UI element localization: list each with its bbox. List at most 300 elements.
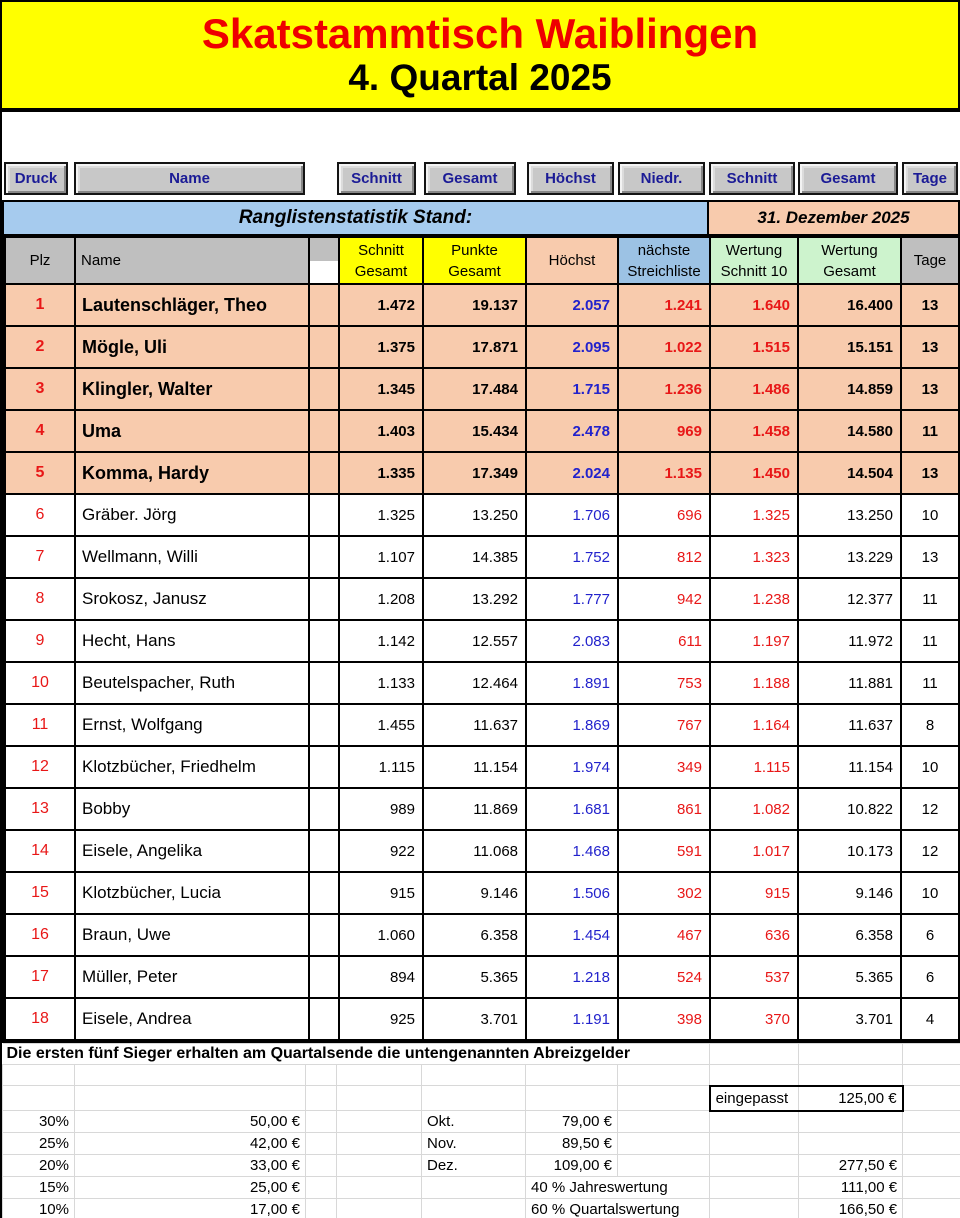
prize-percent: 10%: [3, 1199, 75, 1218]
column-header-plz: Plz: [5, 237, 75, 284]
total-amount: 111,00 €: [799, 1177, 903, 1199]
cell-wges: 15.151: [798, 326, 901, 368]
cell-streich: 1.236: [618, 368, 710, 410]
eingepasst-value: 125,00 €: [799, 1086, 903, 1111]
toolbar-button-2-schnitt[interactable]: Schnitt: [337, 162, 416, 195]
ranking-header-row: [5, 237, 959, 284]
spacer-header-cell: [310, 238, 338, 283]
ranking-table: [4, 236, 960, 1041]
footer-cell: [710, 1177, 799, 1199]
cell-punkte: 13.292: [423, 578, 526, 620]
prize-percent: 25%: [3, 1133, 75, 1155]
cell-wges: 9.146: [798, 872, 901, 914]
total-amount: [799, 1111, 903, 1133]
cell-schnitt: 1.107: [339, 536, 423, 578]
total-amount: [799, 1133, 903, 1155]
footer-note: Die ersten fünf Sieger erhalten am Quartalsende die untengenannten Abreizgelder: [3, 1044, 710, 1065]
cell-streich: 591: [618, 830, 710, 872]
cell-w10: 1.458: [710, 410, 798, 452]
cell-plz: 11: [5, 704, 75, 746]
column-header-spacer: [309, 237, 339, 284]
cell-tage: 11: [901, 620, 959, 662]
cell-streich: 753: [618, 662, 710, 704]
table-row: [5, 914, 959, 956]
column-header-punkte: Punkte Gesamt: [423, 237, 526, 284]
cell-punkte: 5.365: [423, 956, 526, 998]
toolbar-button-6-schnitt[interactable]: Schnitt: [709, 162, 795, 195]
footer-cell: [618, 1065, 710, 1086]
footer-cell: [710, 1044, 799, 1065]
toolbar-button-7-gesamt[interactable]: Gesamt: [798, 162, 898, 195]
cell-w10: 1.515: [710, 326, 798, 368]
month-amount: 79,00 €: [526, 1111, 618, 1133]
cell-schnitt: 1.472: [339, 284, 423, 326]
table-row: [5, 494, 959, 536]
footer-cell: [306, 1133, 337, 1155]
cell-schnitt: 922: [339, 830, 423, 872]
cell-w10: 370: [710, 998, 798, 1040]
cell-wges: 13.250: [798, 494, 901, 536]
total-amount: 166,50 €: [799, 1199, 903, 1218]
cell-w10: 1.082: [710, 788, 798, 830]
cell-name: Ernst, Wolfgang: [75, 704, 309, 746]
cell-streich: 1.241: [618, 284, 710, 326]
cell-spacer: [309, 830, 339, 872]
footer-cell: [903, 1065, 960, 1086]
table-row: [5, 410, 959, 452]
cell-hoechst: 1.468: [526, 830, 618, 872]
cell-wges: 14.580: [798, 410, 901, 452]
cell-spacer: [309, 914, 339, 956]
footer-cell: [337, 1177, 422, 1199]
cell-name: Klingler, Walter: [75, 368, 309, 410]
cell-streich: 861: [618, 788, 710, 830]
cell-w10: 1.450: [710, 452, 798, 494]
cell-w10: 1.323: [710, 536, 798, 578]
cell-plz: 1: [5, 284, 75, 326]
footer-cell: [422, 1177, 526, 1199]
cell-plz: 5: [5, 452, 75, 494]
cell-punkte: 17.484: [423, 368, 526, 410]
cell-wges: 12.377: [798, 578, 901, 620]
cell-wges: 14.859: [798, 368, 901, 410]
cell-spacer: [309, 284, 339, 326]
toolbar-button-1-name[interactable]: Name: [74, 162, 305, 195]
cell-hoechst: 1.218: [526, 956, 618, 998]
title-banner: [2, 0, 960, 112]
cell-name: Klotzbücher, Friedhelm: [75, 746, 309, 788]
cell-tage: 12: [901, 830, 959, 872]
cell-name: Beutelspacher, Ruth: [75, 662, 309, 704]
cell-punkte: 9.146: [423, 872, 526, 914]
footer-cell: [618, 1111, 710, 1133]
table-row: [5, 746, 959, 788]
footer-cell: [903, 1155, 960, 1177]
cell-schnitt: 1.335: [339, 452, 423, 494]
footer-cell: [306, 1199, 337, 1218]
footer-cell: [422, 1065, 526, 1086]
cell-streich: 611: [618, 620, 710, 662]
cell-name: Gräber. Jörg: [75, 494, 309, 536]
footer-cell: [75, 1065, 306, 1086]
prize-row: [3, 1133, 960, 1155]
cell-streich: 524: [618, 956, 710, 998]
cell-tage: 10: [901, 872, 959, 914]
cell-hoechst: 1.974: [526, 746, 618, 788]
cell-spacer: [309, 746, 339, 788]
cell-tage: 13: [901, 536, 959, 578]
cell-schnitt: 989: [339, 788, 423, 830]
prize-percent: 15%: [3, 1177, 75, 1199]
month-label: Nov.: [422, 1133, 526, 1155]
column-header-w10: Wertung Schnitt 10: [710, 237, 798, 284]
cell-punkte: 11.068: [423, 830, 526, 872]
prize-amount: 42,00 €: [75, 1133, 306, 1155]
footer-cell: [3, 1065, 75, 1086]
cell-tage: 13: [901, 452, 959, 494]
cell-streich: 767: [618, 704, 710, 746]
cell-name: Bobby: [75, 788, 309, 830]
table-row: [5, 788, 959, 830]
wertung-label: 60 % Quartalswertung: [526, 1199, 710, 1218]
wertung-label: 40 % Jahreswertung: [526, 1177, 710, 1199]
footer-cell: [337, 1086, 422, 1111]
status-label: Ranglistenstatistik Stand:: [4, 202, 709, 234]
cell-wges: 13.229: [798, 536, 901, 578]
cell-streich: 349: [618, 746, 710, 788]
footer-cell: [618, 1086, 710, 1111]
cell-tage: 13: [901, 326, 959, 368]
footer-cell: [306, 1065, 337, 1086]
cell-schnitt: 1.115: [339, 746, 423, 788]
cell-tage: 11: [901, 410, 959, 452]
cell-punkte: 12.464: [423, 662, 526, 704]
cell-w10: 915: [710, 872, 798, 914]
footer-cell: [903, 1177, 960, 1199]
footer-cell: [710, 1199, 799, 1218]
cell-tage: 11: [901, 662, 959, 704]
cell-name: Eisele, Andrea: [75, 998, 309, 1040]
prize-row: [3, 1111, 960, 1133]
cell-plz: 14: [5, 830, 75, 872]
cell-w10: 636: [710, 914, 798, 956]
cell-wges: 10.822: [798, 788, 901, 830]
cell-tage: 4: [901, 998, 959, 1040]
cell-tage: 6: [901, 956, 959, 998]
cell-wges: 10.173: [798, 830, 901, 872]
cell-hoechst: 1.715: [526, 368, 618, 410]
table-row: [5, 368, 959, 410]
cell-hoechst: 2.024: [526, 452, 618, 494]
cell-w10: 1.640: [710, 284, 798, 326]
cell-plz: 3: [5, 368, 75, 410]
footer-cell: [799, 1044, 903, 1065]
cell-hoechst: 1.891: [526, 662, 618, 704]
cell-spacer: [309, 998, 339, 1040]
cell-streich: 969: [618, 410, 710, 452]
cell-w10: 1.188: [710, 662, 798, 704]
cell-spacer: [309, 494, 339, 536]
eingepasst-row: [3, 1086, 960, 1111]
cell-plz: 17: [5, 956, 75, 998]
cell-spacer: [309, 704, 339, 746]
cell-wges: 11.154: [798, 746, 901, 788]
ranking-table-body: [5, 284, 959, 1040]
cell-punkte: 12.557: [423, 620, 526, 662]
cell-plz: 7: [5, 536, 75, 578]
ranking-table-container: [2, 200, 960, 1043]
month-label: Dez.: [422, 1155, 526, 1177]
footer-grid-body: [3, 1044, 960, 1218]
footer-cell: [306, 1086, 337, 1111]
cell-hoechst: 1.506: [526, 872, 618, 914]
toolbar-button-8-tage[interactable]: Tage: [902, 162, 958, 195]
cell-spacer: [309, 956, 339, 998]
footer-cell: [422, 1199, 526, 1218]
cell-tage: 12: [901, 788, 959, 830]
cell-w10: 1.115: [710, 746, 798, 788]
cell-tage: 11: [901, 578, 959, 620]
cell-tage: 8: [901, 704, 959, 746]
footer-cell: [3, 1086, 75, 1111]
footer-cell: [710, 1111, 799, 1133]
table-row: [5, 578, 959, 620]
footer-cell: [903, 1111, 960, 1133]
cell-name: Braun, Uwe: [75, 914, 309, 956]
cell-streich: 1.022: [618, 326, 710, 368]
toolbar-button-0-druck[interactable]: Druck: [4, 162, 68, 195]
cell-w10: 1.486: [710, 368, 798, 410]
cell-plz: 15: [5, 872, 75, 914]
footer-cell: [306, 1155, 337, 1177]
prize-amount: 50,00 €: [75, 1111, 306, 1133]
table-row: [5, 830, 959, 872]
cell-name: Klotzbücher, Lucia: [75, 872, 309, 914]
footer-cell: [618, 1133, 710, 1155]
cell-schnitt: 1.455: [339, 704, 423, 746]
cell-w10: 1.017: [710, 830, 798, 872]
prize-percent: 20%: [3, 1155, 75, 1177]
cell-w10: 1.197: [710, 620, 798, 662]
footer-cell: [306, 1177, 337, 1199]
cell-punkte: 11.869: [423, 788, 526, 830]
status-date: 31. Dezember 2025: [709, 202, 958, 234]
prize-amount: 25,00 €: [75, 1177, 306, 1199]
cell-schnitt: 894: [339, 956, 423, 998]
month-amount: 109,00 €: [526, 1155, 618, 1177]
cell-streich: 942: [618, 578, 710, 620]
cell-plz: 6: [5, 494, 75, 536]
cell-punkte: 17.871: [423, 326, 526, 368]
cell-plz: 9: [5, 620, 75, 662]
cell-w10: 1.164: [710, 704, 798, 746]
footer-empty-row: [3, 1065, 960, 1086]
cell-punkte: 3.701: [423, 998, 526, 1040]
cell-spacer: [309, 368, 339, 410]
cell-schnitt: 1.325: [339, 494, 423, 536]
cell-hoechst: 1.777: [526, 578, 618, 620]
cell-name: Wellmann, Willi: [75, 536, 309, 578]
table-row: [5, 326, 959, 368]
spacer-gap: [2, 112, 960, 162]
prize-amount: 17,00 €: [75, 1199, 306, 1218]
cell-wges: 11.881: [798, 662, 901, 704]
total-amount: 277,50 €: [799, 1155, 903, 1177]
cell-tage: 6: [901, 914, 959, 956]
cell-name: Srokosz, Janusz: [75, 578, 309, 620]
month-amount: 89,50 €: [526, 1133, 618, 1155]
cell-streich: 398: [618, 998, 710, 1040]
cell-schnitt: 1.133: [339, 662, 423, 704]
cell-plz: 4: [5, 410, 75, 452]
footer-note-row: [3, 1044, 960, 1065]
toolbar-button-4-hchst[interactable]: Höchst: [527, 162, 614, 195]
footer-cell: [337, 1155, 422, 1177]
cell-wges: 6.358: [798, 914, 901, 956]
footer-cell: [306, 1111, 337, 1133]
prize-percent: 30%: [3, 1111, 75, 1133]
prize-row: [3, 1155, 960, 1177]
cell-hoechst: 2.057: [526, 284, 618, 326]
footer-cell: [337, 1199, 422, 1218]
column-header-hoechst: Höchst: [526, 237, 618, 284]
column-header-name: Name: [75, 237, 309, 284]
cell-schnitt: 925: [339, 998, 423, 1040]
footer-cell: [337, 1133, 422, 1155]
cell-streich: 696: [618, 494, 710, 536]
column-header-schnitt: Schnitt Gesamt: [339, 237, 423, 284]
prize-row: [3, 1199, 960, 1218]
cell-hoechst: 2.478: [526, 410, 618, 452]
cell-tage: 10: [901, 494, 959, 536]
cell-tage: 13: [901, 368, 959, 410]
footer-cell: [903, 1086, 960, 1111]
cell-name: Uma: [75, 410, 309, 452]
status-band: [4, 202, 958, 236]
cell-plz: 13: [5, 788, 75, 830]
cell-name: Müller, Peter: [75, 956, 309, 998]
toolbar: [2, 162, 960, 195]
cell-w10: 1.325: [710, 494, 798, 536]
cell-spacer: [309, 662, 339, 704]
cell-name: Hecht, Hans: [75, 620, 309, 662]
cell-wges: 5.365: [798, 956, 901, 998]
cell-tage: 10: [901, 746, 959, 788]
cell-plz: 18: [5, 998, 75, 1040]
toolbar-button-3-gesamt[interactable]: Gesamt: [424, 162, 516, 195]
cell-streich: 812: [618, 536, 710, 578]
cell-schnitt: 1.142: [339, 620, 423, 662]
table-row: [5, 872, 959, 914]
cell-spacer: [309, 536, 339, 578]
cell-name: Mögle, Uli: [75, 326, 309, 368]
cell-hoechst: 1.752: [526, 536, 618, 578]
cell-plz: 8: [5, 578, 75, 620]
table-row: [5, 452, 959, 494]
table-row: [5, 284, 959, 326]
footer-cell: [903, 1199, 960, 1218]
table-row: [5, 998, 959, 1040]
cell-hoechst: 1.706: [526, 494, 618, 536]
toolbar-button-5-niedr[interactable]: Niedr.: [618, 162, 705, 195]
footer-cell: [903, 1133, 960, 1155]
cell-tage: 13: [901, 284, 959, 326]
cell-plz: 10: [5, 662, 75, 704]
footer-cell: [422, 1086, 526, 1111]
cell-hoechst: 1.869: [526, 704, 618, 746]
cell-hoechst: 1.681: [526, 788, 618, 830]
footer-cell: [526, 1086, 618, 1111]
table-row: [5, 536, 959, 578]
table-row: [5, 662, 959, 704]
footer-cell: [526, 1065, 618, 1086]
cell-punkte: 17.349: [423, 452, 526, 494]
cell-wges: 11.972: [798, 620, 901, 662]
cell-spacer: [309, 578, 339, 620]
cell-punkte: 19.137: [423, 284, 526, 326]
cell-schnitt: 1.060: [339, 914, 423, 956]
footer-cell: [903, 1044, 960, 1065]
prize-amount: 33,00 €: [75, 1155, 306, 1177]
column-header-wges: Wertung Gesamt: [798, 237, 901, 284]
cell-plz: 16: [5, 914, 75, 956]
footer-cell: [337, 1111, 422, 1133]
cell-spacer: [309, 620, 339, 662]
table-row: [5, 704, 959, 746]
cell-w10: 537: [710, 956, 798, 998]
table-row: [5, 620, 959, 662]
column-header-tage: Tage: [901, 237, 959, 284]
footer-grid: [2, 1043, 960, 1218]
cell-w10: 1.238: [710, 578, 798, 620]
cell-spacer: [309, 788, 339, 830]
cell-punkte: 11.637: [423, 704, 526, 746]
cell-wges: 3.701: [798, 998, 901, 1040]
footer-cell: [710, 1155, 799, 1177]
cell-plz: 12: [5, 746, 75, 788]
prize-row: [3, 1177, 960, 1199]
cell-hoechst: 2.083: [526, 620, 618, 662]
month-label: Okt.: [422, 1111, 526, 1133]
page-subtitle: 4. Quartal 2025: [348, 57, 612, 99]
column-header-streich: nächste Streichliste: [618, 237, 710, 284]
cell-schnitt: 915: [339, 872, 423, 914]
footer-cell: [799, 1065, 903, 1086]
eingepasst-label: eingepasst: [710, 1086, 799, 1111]
cell-punkte: 11.154: [423, 746, 526, 788]
cell-schnitt: 1.403: [339, 410, 423, 452]
footer-cell: [337, 1065, 422, 1086]
cell-streich: 1.135: [618, 452, 710, 494]
cell-punkte: 14.385: [423, 536, 526, 578]
footer-cell: [75, 1086, 306, 1111]
cell-spacer: [309, 326, 339, 368]
cell-streich: 467: [618, 914, 710, 956]
page-title: Skatstammtisch Waiblingen: [201, 10, 759, 58]
cell-streich: 302: [618, 872, 710, 914]
footer-cell: [710, 1133, 799, 1155]
cell-punkte: 15.434: [423, 410, 526, 452]
cell-hoechst: 1.191: [526, 998, 618, 1040]
cell-schnitt: 1.375: [339, 326, 423, 368]
cell-punkte: 6.358: [423, 914, 526, 956]
footer-cell: [710, 1065, 799, 1086]
cell-spacer: [309, 452, 339, 494]
cell-hoechst: 1.454: [526, 914, 618, 956]
table-row: [5, 956, 959, 998]
cell-wges: 16.400: [798, 284, 901, 326]
cell-schnitt: 1.208: [339, 578, 423, 620]
